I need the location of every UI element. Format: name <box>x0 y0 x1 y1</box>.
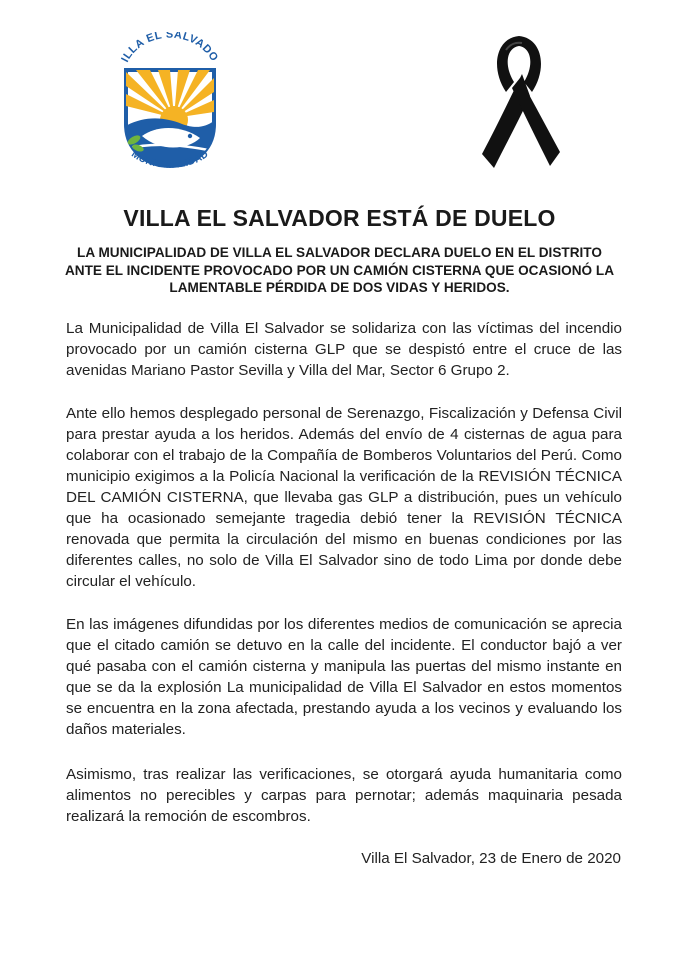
logo-top-text: ILLA EL SALVADO <box>119 32 221 65</box>
municipal-logo <box>112 32 228 184</box>
date-line: Villa El Salvador, 23 de Enero de 2020 <box>361 850 621 867</box>
body-paragraph: La Municipalidad de Villa El Salvador se solidariza con las víctimas del incendio provocado por un camión cisterna GLP que se despistó entre el cruce de las avenidas Mariano Pastor Sevilla y Villa del Mar, Sector 6 Grupo 2. <box>66 320 622 379</box>
logo-bottom-text: MUNICIPALIDAD <box>129 148 211 171</box>
body-paragraph: Asimismo, tras realizar las verificaciones, se otorgará ayuda humanitaria como alimentos no perecibles y carpas para pernotar; además maquinaria pesada realizará la remoción de escombros. <box>66 766 622 825</box>
mourning-ribbon-icon <box>476 34 562 172</box>
page-title: VILLA EL SALVADOR ESTÁ DE DUELO <box>123 205 556 231</box>
body-paragraph: Ante ello hemos desplegado personal de Serenazgo, Fiscalización y Defensa Civil para prestar ayuda a los heridos. Además del envío de 4 cisternas de agua para colaborar con el trabajo de la Compañía de Bomberos Voluntarios del Perú. Como municipio exigimos a la Policía Nacional la verificación de la REVISIÓN TÉCNICA DEL CAMIÓN CISTERNA, que llevaba gas GLP a distribución, pues un vehículo que ha ocasionado semejante tragedia debió tener la REVISIÓN TÉCNICA renovada que permita la circulación del mismo en buenas condiciones por las diferentes calles, no solo de Villa El Salvador sino de todo Lima por donde debe circular el vehículo. <box>66 405 622 590</box>
svg-text:VILLA EL SALVADOR <box>112 32 220 64</box>
villa-el-salvador-shield-icon <box>112 32 228 184</box>
body-paragraph: En las imágenes difundidas por los diferentes medios de comunicación se aprecia que el citado camión se detuvo en la calle del incidente. El conductor bajó a ver qué pasaba con el camión cisterna y manipula las puertas del mismo instante en que se da la explosión La municipalidad de Villa El Salvador en estos momentos se encuentra en la zona afectada, prestando ayuda a los vecinos y evaluando los daños materiales. <box>66 616 622 738</box>
page-subtitle: LA MUNICIPALIDAD DE VILLA EL SALVADOR DECLARA DUELO EN EL DISTRITO ANTE EL INCIDENTE PROVOCADO POR UN CAMIÓN CISTERNA QUE OCASIONÓ LA LAMENTABLE PÉRDIDA DE DOS VIDAS Y HERIDOS. <box>64 245 615 295</box>
